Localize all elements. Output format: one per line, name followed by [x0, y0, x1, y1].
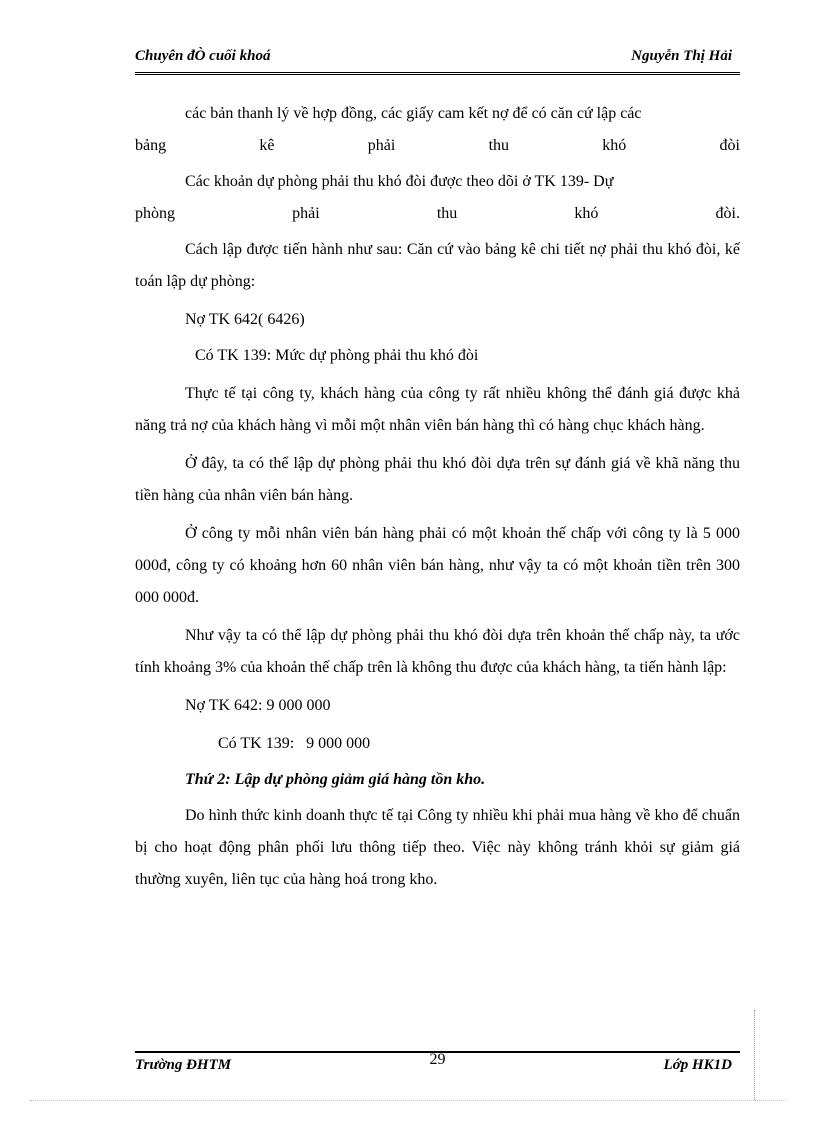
paragraph-3: Cách lập được tiến hành như sau: Căn cứ vào bảng kê chi tiết nợ phải thu khó đòi, kế toán lập dự phòng: — [135, 241, 740, 290]
paragraph-2-line-1: Các khoản dự phòng phải thu khó đòi được theo dõi ở TK 139- Dự — [185, 173, 614, 190]
paragraph-8: Do hình thức kinh doanh thực tế tại Công ty nhiều khi phải mua hàng về kho để chuẩn bị cho hoạt động phân phối lưu thông tiếp theo. Việc này không tránh khỏi sự giảm giá thường xuyên, liên tục của hàng hoá trong kho. — [135, 807, 740, 888]
paragraph-4: Thực tế tại công ty, khách hàng của công ty rất nhiều không thể đánh giá được khả năng trả nợ của khách hàng vì mỗi một nhân viên bán hàng thì có hàng chục khách hàng. — [135, 385, 740, 434]
journal-entry-1-debit: Nợ TK 642( 6426) — [185, 311, 305, 328]
header-author-name: Nguyễn Thị Hải — [631, 48, 732, 64]
journal-entry-1-credit: Có TK 139: Mức dự phòng phải thu khó đòi — [195, 347, 479, 364]
page-edge-dotted-line — [754, 1010, 755, 1100]
journal-entry-2-debit: Nợ TK 642: 9 000 000 — [185, 697, 331, 714]
header-divider — [135, 72, 740, 75]
paragraph-5: Ở đây, ta có thể lập dự phòng phải thu khó đòi dựa trên sự đánh giá về khã năng thu tiền hàng của nhân viên bán hàng. — [135, 455, 740, 504]
page-number: 29 — [429, 1051, 446, 1068]
page-header — [135, 48, 740, 70]
paragraph-6: Ở công ty mỗi nhân viên bán hàng phải có một khoản thế chấp với công ty là 5 000 000đ, công ty có khoảng hơn 60 nhân viên bán hàng, như vậy ta có một khoản tiền trên 300 000 000đ. — [135, 525, 740, 606]
footer-class-name: Lớp HK1D — [663, 1057, 732, 1073]
paragraph-1-line-2: bảng kê phải thu khó đòi — [135, 137, 740, 154]
header-document-title: Chuyên đÒ cuối khoá — [135, 48, 271, 64]
footer-school-name: Trường ĐHTM — [135, 1057, 232, 1073]
paragraph-2-line-2: phòng phải thu khó đòi. — [135, 205, 740, 222]
section-heading: Thứ 2: Lập dự phòng giảm giá hàng tồn kho. — [185, 771, 486, 788]
page-body — [135, 98, 740, 896]
page-footer — [135, 1053, 740, 1075]
paragraph-7: Như vậy ta có thể lập dự phòng phải thu khó đòi dựa trên khoản thế chấp này, ta ước tính khoảng 3% của khoản thế chấp trên là không thu được của khách hàng, ta tiến hành lập: — [135, 627, 740, 676]
paragraph-1-line-1: các bản thanh lý về hợp đồng, các giấy cam kết nợ để có căn cứ lập các — [185, 105, 642, 122]
page-bottom-dotted-line — [30, 1100, 786, 1101]
journal-entry-2-credit: Có TK 139: 9 000 000 — [218, 735, 371, 752]
